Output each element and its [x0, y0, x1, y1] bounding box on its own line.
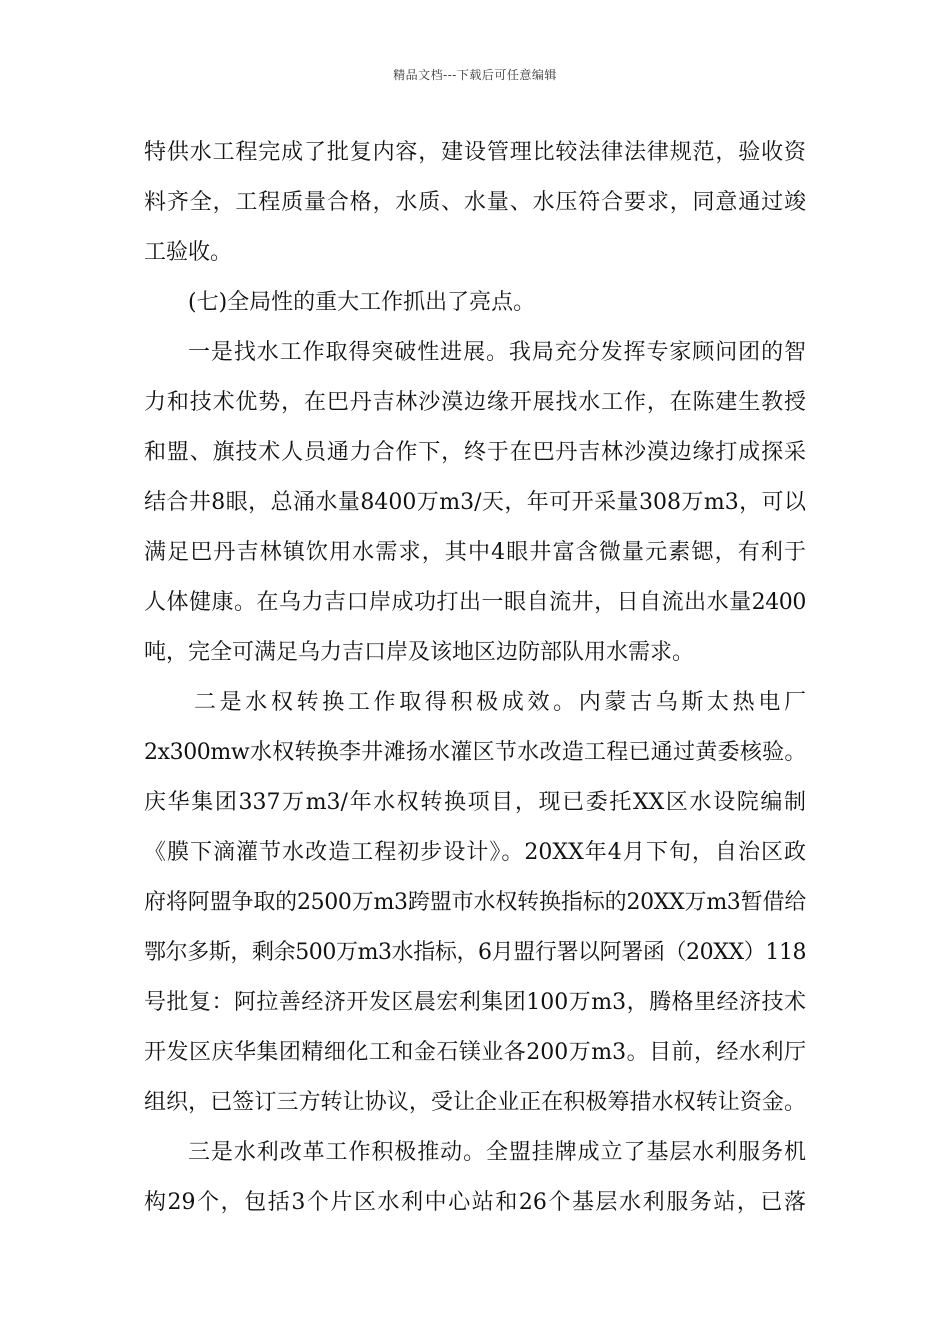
text-line-14: 庆华集团337万m3/年水权转换项目，现已委托XX区水设院编制 [144, 790, 806, 815]
text-line-12: 二是水权转换工作取得积极成效。内蒙古乌斯太热电厂 [194, 690, 806, 715]
section-heading-7: (七)全局性的重大工作抓出了亮点。 [188, 290, 536, 315]
document-body [144, 128, 806, 1228]
text-line-10: 人体健康。在乌力吉口岸成功打出一眼自流井，日自流出水量2400 [144, 590, 806, 615]
text-line-2: 料齐全，工程质量合格，水质、水量、水压符合要求，同意通过竣 [144, 190, 806, 215]
text-line-15: 《膜下滴灌节水改造工程初步设计》。20XX年4月下旬，自治区政 [144, 840, 806, 865]
text-line-16: 府将阿盟争取的2500万m3跨盟市水权转换指标的20XX万m3暂借给 [144, 890, 806, 915]
text-line-11: 吨，完全可满足乌力吉口岸及该地区边防部队用水需求。 [144, 640, 695, 665]
text-line-6: 力和技术优势，在巴丹吉林沙漠边缘开展找水工作，在陈建生教授 [144, 390, 806, 415]
text-line-21: 三是水利改革工作积极推动。全盟挂牌成立了基层水利服务机 [188, 1140, 806, 1165]
text-line-18: 号批复：阿拉善经济开发区晨宏利集团100万m3，腾格里经济技术 [144, 990, 806, 1015]
text-line-20: 组织，已签订三方转让协议，受让企业正在积极筹措水权转让资金。 [144, 1090, 806, 1115]
text-line-8: 结合井8眼，总涌水量8400万m3/天，年可开采量308万m3，可以 [144, 490, 806, 515]
text-line-17: 鄂尔多斯，剩余500万m3水指标，6月盟行署以阿署函（20XX）118 [144, 940, 807, 965]
text-line-19: 开发区庆华集团精细化工和金石镁业各200万m3。目前，经水利厅 [144, 1040, 806, 1065]
text-line-22: 构29个，包括3个片区水利中心站和26个基层水利服务站，已落 [144, 1190, 806, 1215]
text-line-13: 2x300mw水权转换李井滩扬水灌区节水改造工程已通过黄委核验。 [144, 740, 806, 765]
text-line-5: 一是找水工作取得突破性进展。我局充分发挥专家顾问团的智 [188, 340, 806, 365]
text-line-9: 满足巴丹吉林镇饮用水需求，其中4眼井富含微量元素锶，有利于 [144, 540, 806, 565]
page-header: 精品文档---下载后可任意编辑 [393, 68, 557, 82]
text-line-3: 工验收。 [144, 240, 233, 265]
text-line-7: 和盟、旗技术人员通力合作下，终于在巴丹吉林沙漠边缘打成探采 [144, 440, 806, 465]
text-line-1: 特供水工程完成了批复内容，建设管理比较法律法律规范，验收资 [144, 140, 806, 165]
